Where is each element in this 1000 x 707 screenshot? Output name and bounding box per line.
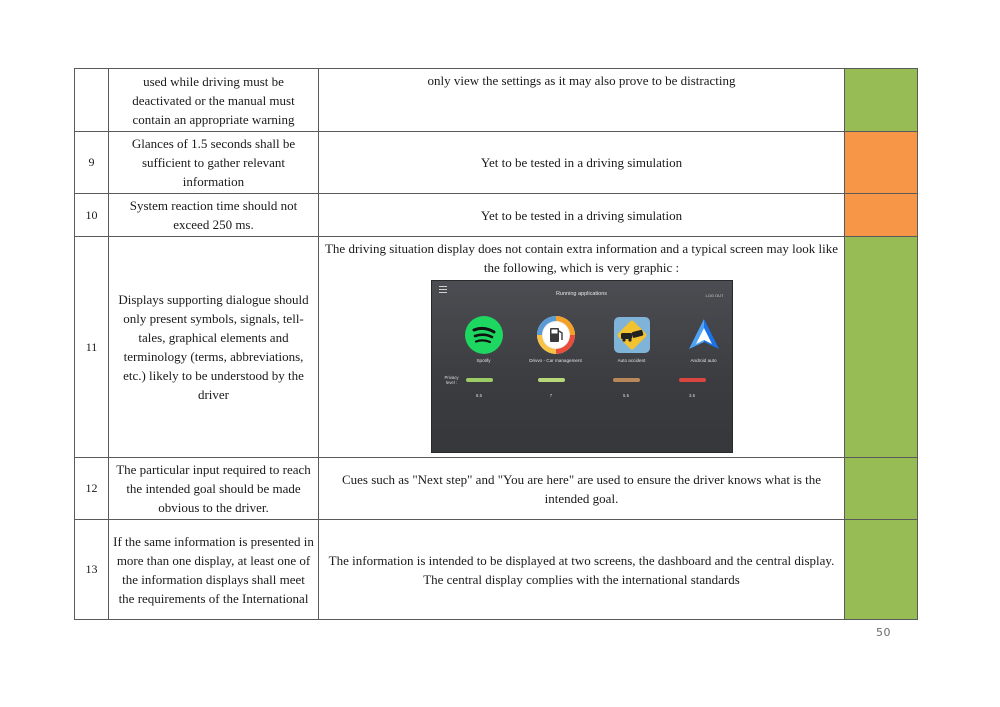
table-row: [75, 520, 918, 620]
privacy-value: 3.5: [689, 393, 695, 398]
privacy-level-label: Privacy level :: [444, 375, 459, 385]
android-auto-icon: [685, 316, 723, 354]
page-number: 50: [876, 626, 891, 639]
description-cell: only view the settings as it may also prove to be distracting: [319, 69, 845, 132]
privacy-bar: [679, 378, 706, 382]
table-row: [75, 69, 918, 132]
app-item: [676, 316, 732, 363]
description-cell: Cues such as "Next step" and "You are here" are used to ensure the driver knows what is the intended goal.: [319, 458, 845, 520]
row-number: 9: [75, 132, 109, 194]
table-row: [75, 237, 918, 458]
screenshot-header: [432, 281, 732, 299]
spotify-icon: [465, 316, 503, 354]
privacy-bar: [538, 378, 565, 382]
app-list: [456, 316, 716, 376]
row-number: 10: [75, 194, 109, 237]
privacy-value: 8.5: [476, 393, 482, 398]
app-item: [604, 316, 660, 363]
requirement-cell: If the same information is presented in more than one display, at least one of the information displays shall meet the requirements of the International: [109, 520, 319, 620]
requirement-cell: used while driving must be deactivated or the manual must contain an appropriate warning: [109, 69, 319, 132]
screenshot-title: Running applications: [555, 291, 608, 297]
requirement-cell: Glances of 1.5 seconds shall be sufficient to gather relevant information: [109, 132, 319, 194]
status-cell-orange: [845, 132, 918, 194]
description-cell: Yet to be tested in a driving simulation: [319, 194, 845, 237]
description-text: The driving situation display does not contain extra information and a typical screen may look like the following, which is very graphic :: [324, 241, 838, 275]
row-number: 12: [75, 458, 109, 520]
description-cell: The information is intended to be displayed at two screens, the dashboard and the central display. The central display complies with the international standards: [319, 520, 845, 620]
description-cell: Yet to be tested in a driving simulation: [319, 132, 845, 194]
status-cell-green: [845, 237, 918, 458]
app-item: [528, 316, 584, 363]
row-number: 11: [75, 237, 109, 458]
app-name: Drivvo - Car management: [529, 358, 582, 363]
requirement-cell: Displays supporting dialogue should only present symbols, signals, tell-tales, graphical elements and terminology (terms, abbreviations, etc.) likely to be understood by the driver: [109, 237, 319, 458]
requirements-table: [74, 68, 918, 620]
car-accident-icon: [613, 316, 651, 354]
status-cell-green: [845, 520, 918, 620]
requirement-cell: System reaction time should not exceed 250 ms.: [109, 194, 319, 237]
app-name: Android auto: [690, 358, 717, 363]
table-row: [75, 194, 918, 237]
privacy-bar: [613, 378, 640, 382]
fuel-pump-icon: [537, 316, 575, 354]
app-name: Auto accident: [617, 358, 646, 363]
status-cell-green: [845, 458, 918, 520]
status-cell-orange: [845, 194, 918, 237]
description-cell: [319, 237, 845, 458]
row-number: 13: [75, 520, 109, 620]
requirement-cell: The particular input required to reach the intended goal should be made obvious to the driver.: [109, 458, 319, 520]
privacy-bar: [466, 378, 493, 382]
table-row: [75, 458, 918, 520]
status-cell-green: [845, 69, 918, 132]
app-name: Spotify: [476, 358, 491, 363]
privacy-value: 5.5: [623, 393, 629, 398]
app-item: [456, 316, 512, 363]
privacy-value: 7: [549, 393, 553, 398]
row-number: [75, 69, 109, 132]
table-row: [75, 132, 918, 194]
logout-label: LOG OUT: [705, 293, 724, 298]
running-applications-screenshot: [431, 280, 733, 453]
